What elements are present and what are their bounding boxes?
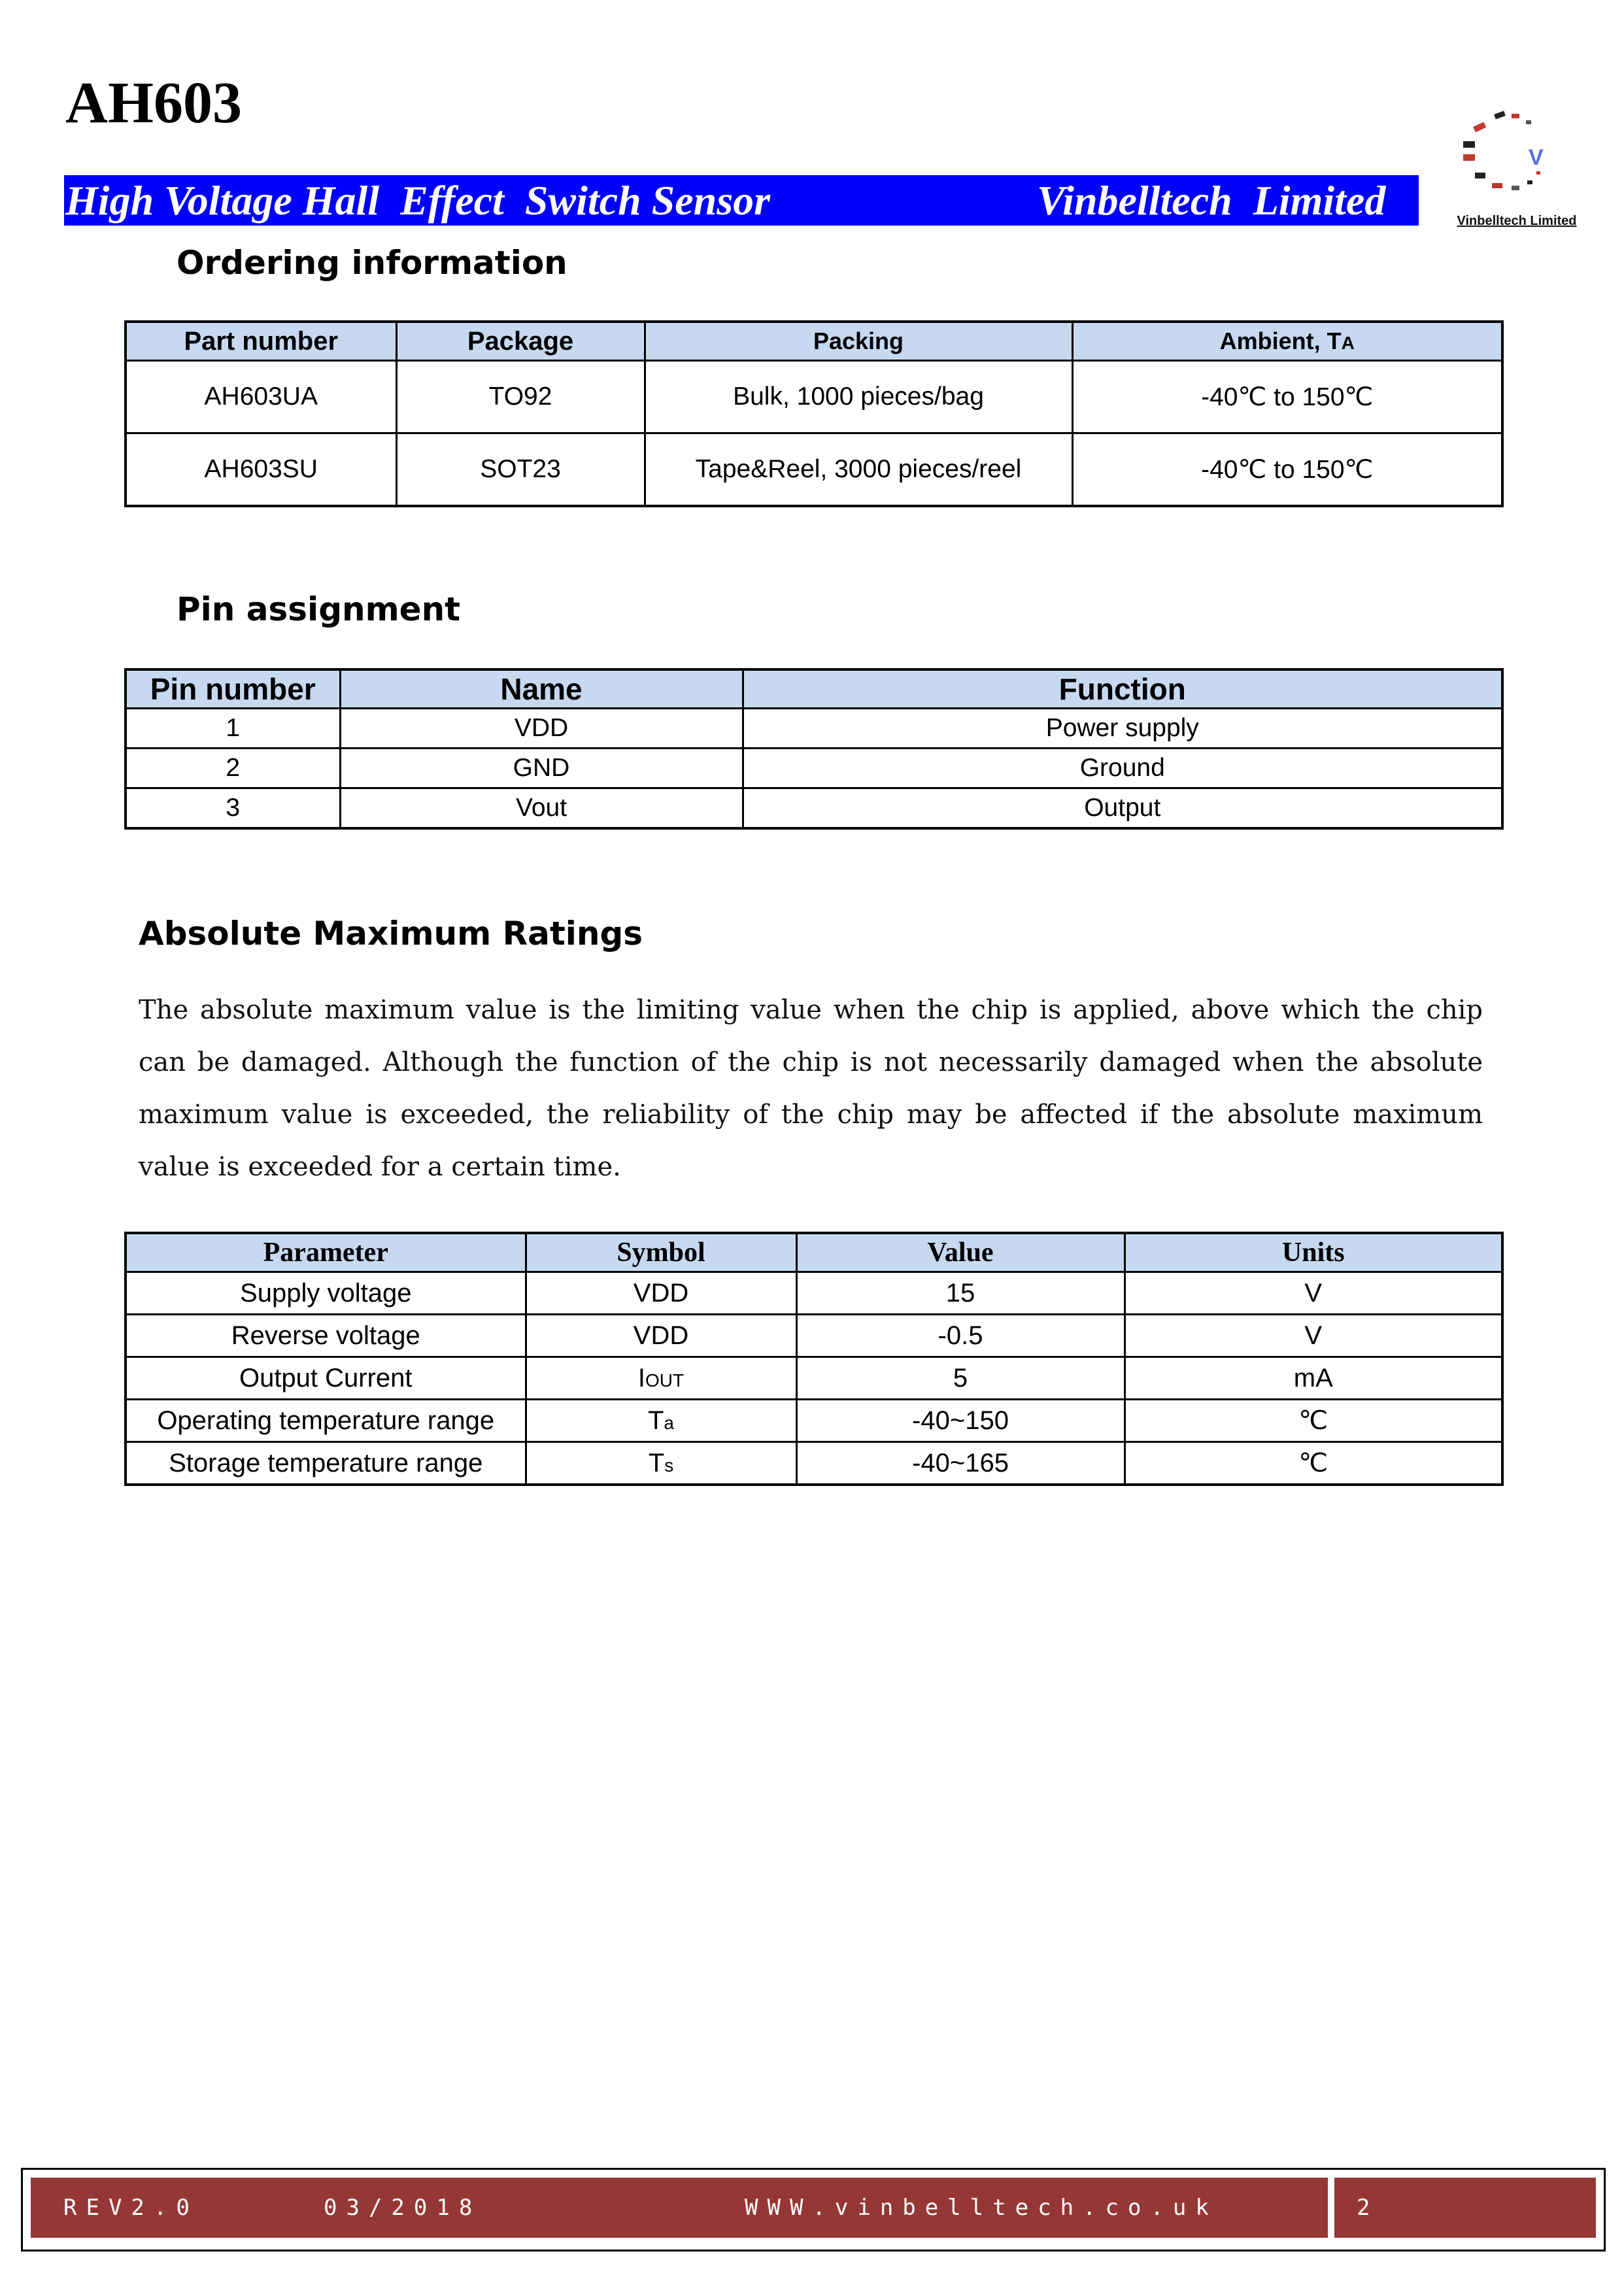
col-parameter: Parameter bbox=[126, 1233, 526, 1272]
ratings-heading: Absolute Maximum Ratings bbox=[139, 915, 643, 953]
cell: 15 bbox=[796, 1272, 1125, 1315]
cell: V bbox=[1125, 1272, 1502, 1315]
ordering-table bbox=[124, 320, 1504, 507]
table-row bbox=[126, 1272, 1502, 1315]
footer-revision: REV2.0 bbox=[63, 2195, 199, 2221]
document-title: AH603 bbox=[65, 71, 242, 135]
ratings-header-row bbox=[126, 1233, 1502, 1272]
cell: Power supply bbox=[743, 709, 1502, 749]
table-row bbox=[126, 1315, 1502, 1357]
cell: SOT23 bbox=[396, 433, 645, 507]
company-logo bbox=[1432, 105, 1602, 229]
footer-website: WWW.vinbelltech.co.uk bbox=[745, 2195, 1218, 2221]
table-row bbox=[126, 1357, 1502, 1400]
table-row bbox=[126, 709, 1502, 749]
col-part-number: Part number bbox=[126, 322, 396, 361]
cell: GND bbox=[340, 749, 743, 788]
col-function: Function bbox=[743, 669, 1502, 709]
table-row bbox=[126, 361, 1502, 433]
cell: mA bbox=[1125, 1357, 1502, 1400]
col-ambient: Ambient, TA bbox=[1072, 322, 1502, 361]
cell: V bbox=[1125, 1315, 1502, 1357]
cell: Output Current bbox=[126, 1357, 526, 1400]
cell: -40℃ to 150℃ bbox=[1072, 433, 1502, 507]
page-number: 2 bbox=[1357, 2195, 1379, 2221]
logo-dots-icon bbox=[1432, 105, 1602, 203]
cell: Supply voltage bbox=[126, 1272, 526, 1315]
cell: -40℃ to 150℃ bbox=[1072, 361, 1502, 433]
cell: Output bbox=[743, 788, 1502, 829]
svg-text:V: V bbox=[1529, 145, 1544, 170]
cell: IOUT bbox=[526, 1357, 796, 1400]
cell: VDD bbox=[526, 1272, 796, 1315]
pin-heading: Pin assignment bbox=[177, 590, 461, 628]
pin-table bbox=[124, 668, 1504, 830]
table-row bbox=[126, 749, 1502, 788]
pin-header-row bbox=[126, 669, 1502, 709]
cell: -40~165 bbox=[796, 1442, 1125, 1485]
cell: ℃ bbox=[1125, 1400, 1502, 1442]
cell: ℃ bbox=[1125, 1442, 1502, 1485]
cell: 2 bbox=[126, 749, 340, 788]
logo-caption: Vinbelltech Limited bbox=[1457, 214, 1577, 228]
table-row bbox=[126, 1442, 1502, 1485]
cell: 1 bbox=[126, 709, 340, 749]
col-name: Name bbox=[340, 669, 743, 709]
table-row bbox=[126, 1400, 1502, 1442]
cell: -40~150 bbox=[796, 1400, 1125, 1442]
ratings-table bbox=[124, 1232, 1504, 1486]
cell: Ta bbox=[526, 1400, 796, 1442]
cell: Tape&Reel, 3000 pieces/reel bbox=[645, 433, 1072, 507]
footer-band-page bbox=[1334, 2178, 1596, 2238]
cell: Ts bbox=[526, 1442, 796, 1485]
footer-band-main bbox=[31, 2178, 1328, 2238]
cell: AH603SU bbox=[126, 433, 396, 507]
cell: -0.5 bbox=[796, 1315, 1125, 1357]
cell: Storage temperature range bbox=[126, 1442, 526, 1485]
col-package: Package bbox=[396, 322, 645, 361]
col-units: Units bbox=[1125, 1233, 1502, 1272]
cell: Reverse voltage bbox=[126, 1315, 526, 1357]
cell: Vout bbox=[340, 788, 743, 829]
cell: TO92 bbox=[396, 361, 645, 433]
col-symbol: Symbol bbox=[526, 1233, 796, 1272]
cell: 5 bbox=[796, 1357, 1125, 1400]
cell: VDD bbox=[340, 709, 743, 749]
cell: VDD bbox=[526, 1315, 796, 1357]
footer-date: 03/2018 bbox=[324, 2195, 482, 2221]
cell: 3 bbox=[126, 788, 340, 829]
ordering-heading: Ordering information bbox=[177, 244, 567, 282]
cell: AH603UA bbox=[126, 361, 396, 433]
ordering-header-row bbox=[126, 322, 1502, 361]
subtitle-company: Vinbelltech Limited bbox=[1037, 177, 1386, 224]
cell: Bulk, 1000 pieces/bag bbox=[645, 361, 1072, 433]
table-row bbox=[126, 433, 1502, 507]
footer bbox=[21, 2168, 1606, 2252]
ratings-description: The absolute maximum value is the limiting value when the chip is applied, above which the chip can be damaged. Although the function of the chip is not necessarily damaged when the absolute maximum value is exceeded, the reliability of the chip may be affected if the absolute maximum value is exceeded for a certain time. bbox=[139, 995, 1483, 1182]
cell: Ground bbox=[743, 749, 1502, 788]
cell: Operating temperature range bbox=[126, 1400, 526, 1442]
col-value: Value bbox=[796, 1233, 1125, 1272]
subtitle-band bbox=[64, 175, 1419, 226]
col-packing: Packing bbox=[645, 322, 1072, 361]
subtitle-left: High Voltage Hall Effect Switch Sensor bbox=[65, 177, 771, 224]
table-row bbox=[126, 788, 1502, 829]
col-pin-number: Pin number bbox=[126, 669, 340, 709]
